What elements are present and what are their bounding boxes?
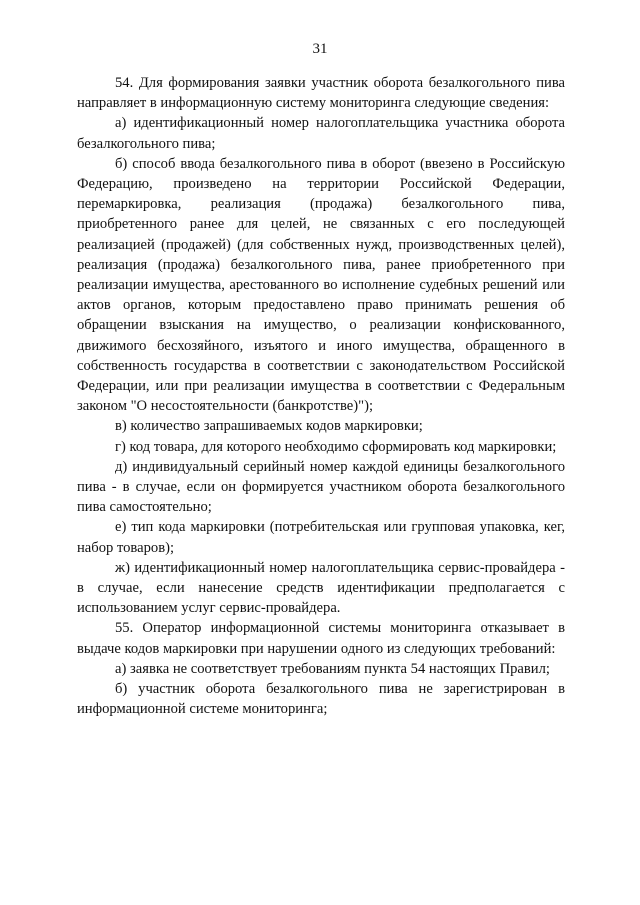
paragraph-54-a: а) идентификационный номер налогоплательщика участника оборота безалкогольного пива; [77, 115, 565, 152]
paragraph-55-intro: 55. Оператор информационной системы мониторинга отказывает в выдаче кодов маркировки при нарушении одного из следующих требований: [77, 620, 565, 657]
paragraph-54-g: г) код товара, для которого необходимо сформировать код маркировки; [115, 438, 557, 455]
paragraph-54-intro: 54. Для формирования заявки участник оборота безалкогольного пива направляет в информационную систему мониторинга следующие сведения: [77, 75, 565, 112]
page-number: 31 [312, 41, 328, 57]
paragraph-54-e: е) тип кода маркировки (потребительская или групповая упаковка, кег, набор товаров); [77, 519, 565, 556]
paragraph-54-zh: ж) идентификационный номер налогоплательщика сервис-провайдера - в случае, если нанесение средств идентификации предполагается с использованием услуг сервис-провайдера. [77, 559, 565, 617]
paragraph-55-b: б) участник оборота безалкогольного пива не зарегистрирован в информационной системе мониторинга; [77, 681, 565, 718]
paragraph-54-d: д) индивидуальный серийный номер каждой единицы безалкогольного пива - в случае, если он формируется участником оборота безалкогольного пива самостоятельно; [77, 458, 565, 516]
paragraph-54-b: б) способ ввода безалкогольного пива в оборот (ввезено в Российскую Федерацию, произведено на территории Российской Федерации, перемаркировка, реализация (продажа) безалкогольного пива, приобретенного ранее для целей, не связанных с его последующей реализацией (продажей) (для собственных нужд, производственных целей), реализация (продажа) безалкогольного пива, ранее приобретенного при реализации имущества, арестованного во исполнение судебных решений или актов органов, которым предоставлено право принимать решения об обращении взыскания на имущество, о реализации конфискованного, движимого бесхозяйного, изъятого и иного имущества, обращенного в собственность государства в соответствии с законодательством Российской Федерации, или при реализации имущества в соответствии с Федеральным законом "О несостоятельности (банкротстве)"); [77, 155, 565, 415]
paragraph-54-v: в) количество запрашиваемых кодов маркировки; [115, 418, 423, 435]
document-body [77, 73, 565, 720]
paragraph-55-a: а) заявка не соответствует требованиям пункта 54 настоящих Правил; [115, 660, 550, 677]
